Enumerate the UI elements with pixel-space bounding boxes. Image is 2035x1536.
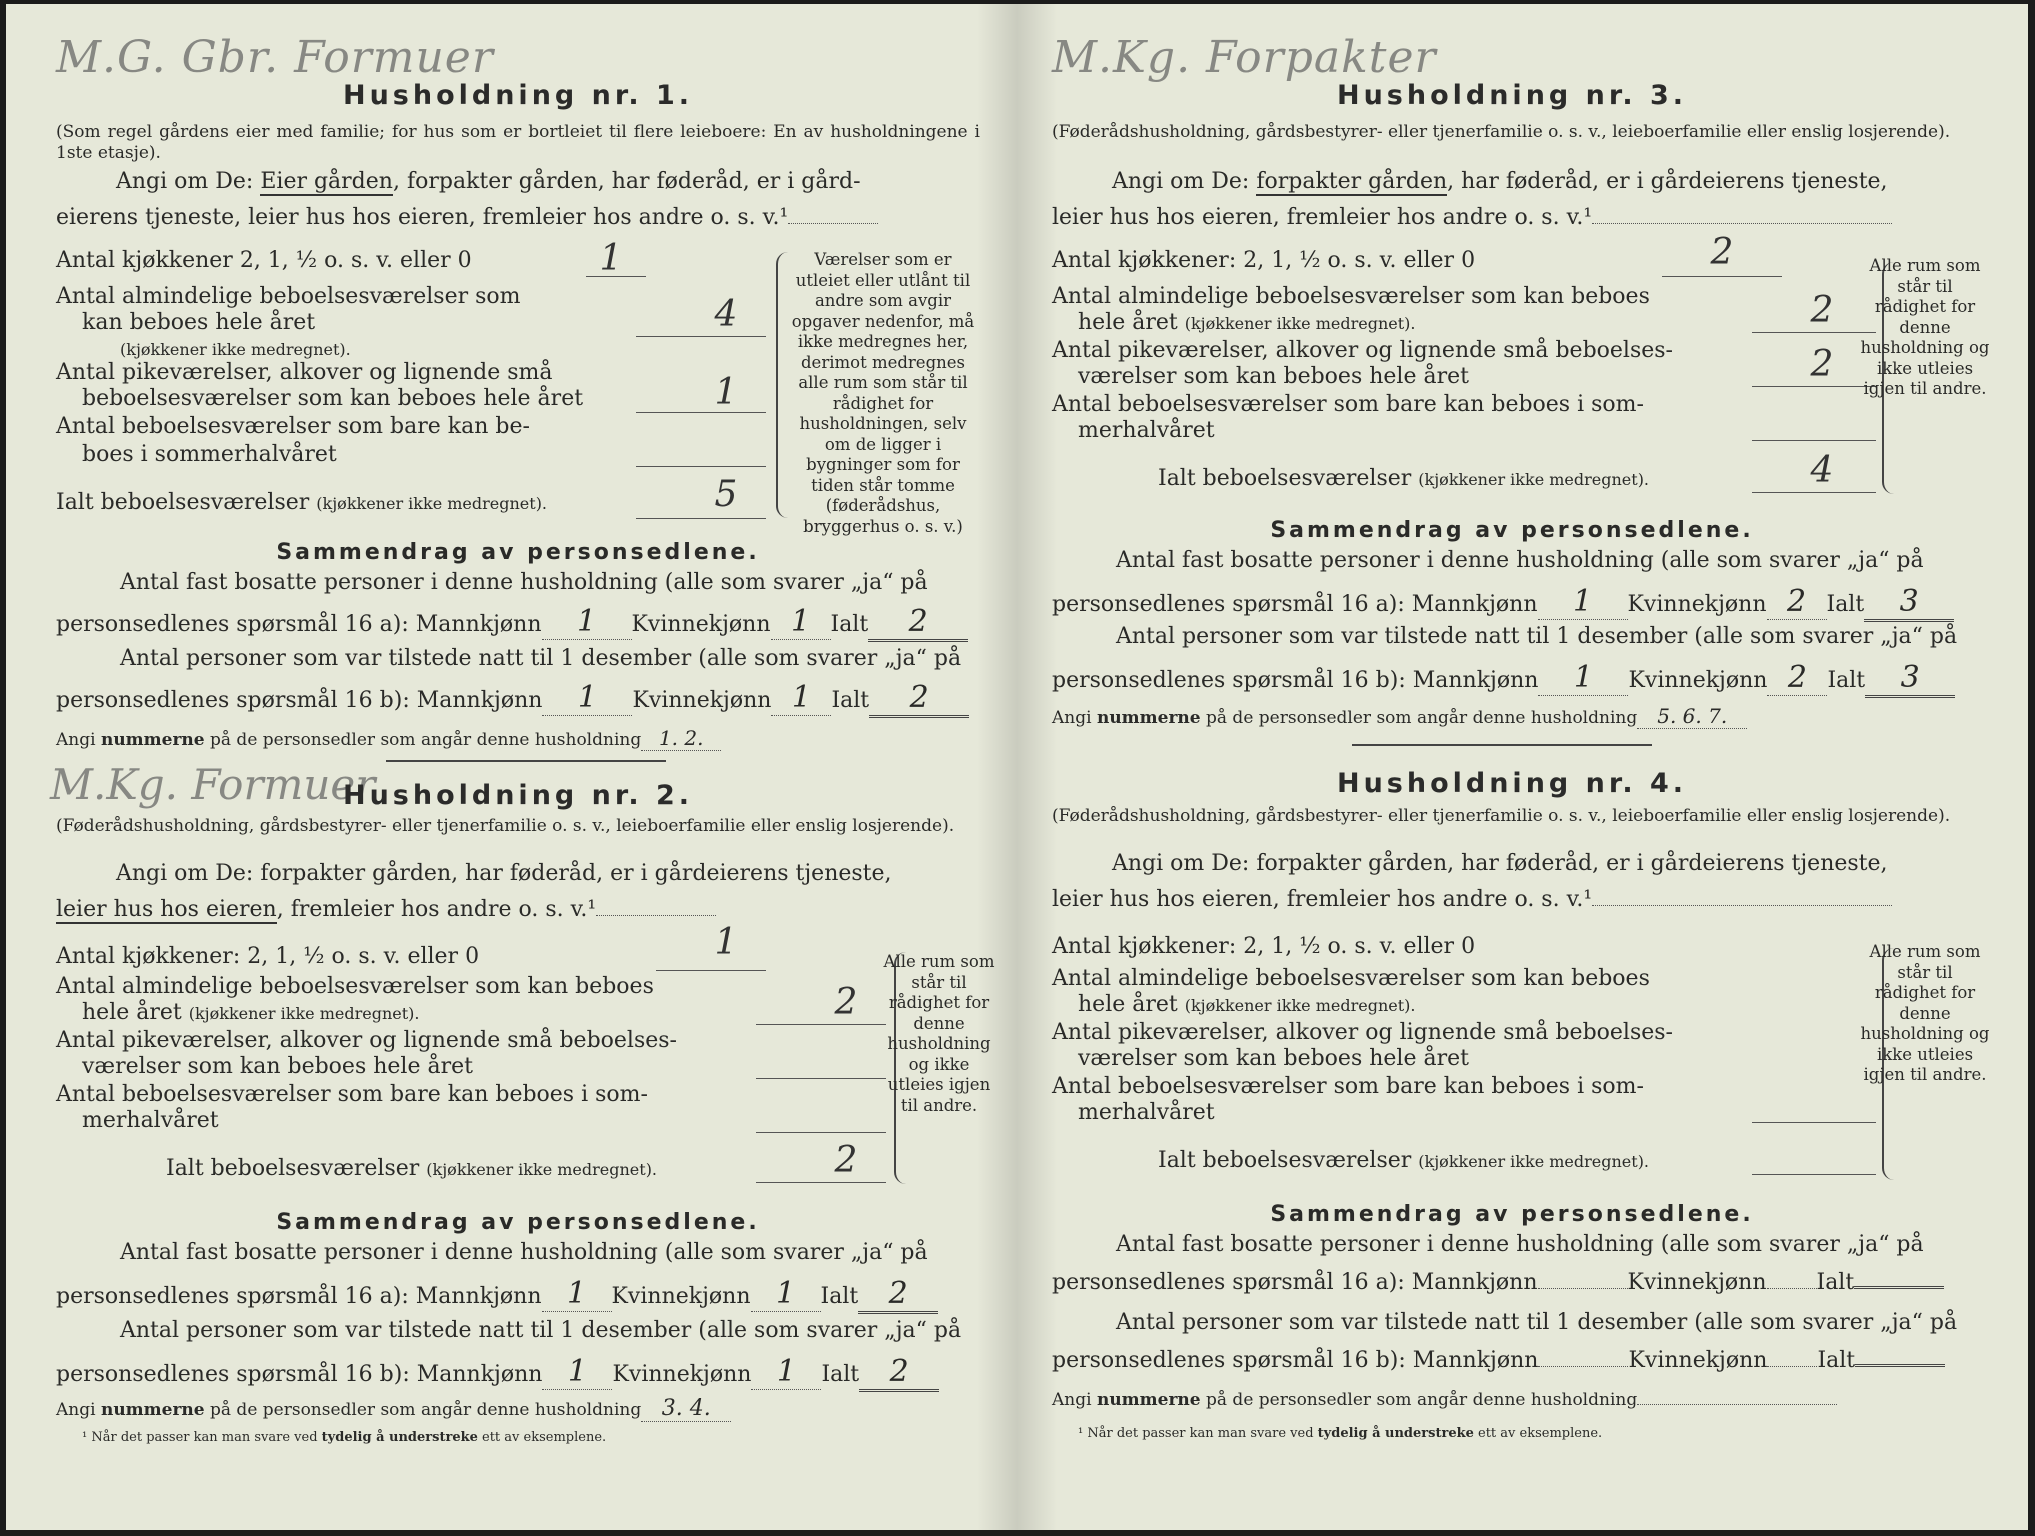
h1-b-male[interactable]: 1: [542, 680, 632, 716]
h1-total-rooms-value[interactable]: 5: [714, 474, 738, 515]
h3-b-male[interactable]: 1: [1538, 660, 1628, 696]
right-page: [1052, 4, 1990, 1530]
right-footnote: ¹ Når det passer kan man svare ved tydelig å understreke ett av eksemplene.: [1078, 1426, 1603, 1441]
h3-small-rooms-value[interactable]: 2: [1810, 344, 1834, 385]
h1-a-total[interactable]: 2: [868, 604, 968, 642]
h2-small-rooms-label-2: værelser som kan beboes hele året: [82, 1054, 473, 1079]
h2-total-rooms-value[interactable]: 2: [834, 1140, 858, 1181]
h1-numbers-line: Angi nummerne på de personsedler som angår denne husholdning 1. 2.: [56, 726, 980, 751]
household-1-status: Angi om De: Eier gården, forpakter gården, har føderåd, er i gård- eierens tjeneste, leier hus hos eieren, fremleier hos andre o. s. v.¹: [56, 164, 980, 236]
h1-small-rooms-label-2: beboelsesværelser som kan beboes hele året: [82, 386, 584, 411]
h1-summary-title: Sammendrag av personsedlene.: [276, 540, 760, 565]
h3-summary-b-text: Antal personer som var tilstede natt til 1 desember (alle som svarer „ja“ på: [1116, 624, 1958, 649]
h2-total-rooms-label: Ialt beboelsesværelser (kjøkkener ikke medregnet).: [166, 1156, 658, 1181]
h3-summary-a-text: Antal fast bosatte personer i denne husholdning (alle som svarer „ja“ på: [1116, 548, 1924, 573]
h3-numbers-line: Angi nummerne på de personsedler som angår denne husholdning 5. 6. 7.: [1052, 704, 1972, 729]
h4-summary-b: personsedlenes spørsmål 16 b): Mannkjønn Kvinnekjønn Ialt: [1052, 1348, 1972, 1373]
h4-small-rooms-label-2: værelser som kan beboes hele året: [1078, 1046, 1469, 1071]
census-sheet: [6, 4, 2028, 1530]
h3-summary-b: personsedlenes spørsmål 16 b): Mannkjønn 1 Kvinnekjønn 2 Ialt 3: [1052, 660, 1972, 698]
h1-b-female[interactable]: 1: [771, 680, 831, 716]
h3-common-rooms-label-2: hele året (kjøkkener ikke medregnet).: [1078, 310, 1416, 335]
household-1-title: Husholdning nr. 1.: [342, 80, 694, 111]
household-3-note: (Føderådshusholdning, gårdsbestyrer- eller tjenerfamilie o. s. v., leieboerfamilie eller enslig losjerende).: [1052, 122, 1951, 142]
h1-summary-b: personsedlenes spørsmål 16 b): Mannkjønn 1 Kvinnekjønn 1 Ialt 2: [56, 680, 980, 718]
h1-small-rooms-value[interactable]: 1: [714, 372, 738, 413]
h2-b-total[interactable]: 2: [859, 1354, 939, 1392]
h1-summary-a: personsedlenes spørsmål 16 a): Mannkjønn 1 Kvinnekjønn 1 Ialt 2: [56, 604, 980, 642]
h4-numbers-line: Angi nummerne på de personsedler som angår denne husholdning: [1052, 1390, 1972, 1410]
household-2-note: (Føderådshusholdning, gårdsbestyrer- eller tjenerfamilie o. s. v., leieboerfamilie eller enslig losjerende).: [56, 816, 955, 836]
household-1-note: (Som regel gårdens eier med familie; for hus som er bortleiet til flere leieboere: En av husholdningene i 1ste etasje).: [56, 122, 980, 163]
h1-summer-rooms-label: Antal beboelsesværelser som bare kan be-: [56, 414, 530, 439]
h3-summer-rooms-label-2: merhalvåret: [1078, 418, 1215, 443]
h1-common-rooms-note: (kjøkkener ikke medregnet).: [120, 340, 351, 359]
h1-b-total[interactable]: 2: [869, 680, 969, 718]
h2-summary-b-text: Antal personer som var tilstede natt til 1 desember (alle som svarer „ja“ på: [120, 1318, 962, 1343]
h2-kitchens-label: Antal kjøkkener: 2, 1, ½ o. s. v. eller 0: [56, 944, 480, 969]
top-annotation-right: M.Kg. Forpakter: [1052, 32, 1437, 83]
h2-summary-b: personsedlenes spørsmål 16 b): Mannkjønn 1 Kvinnekjønn 1 Ialt 2: [56, 1354, 980, 1392]
h3-a-female[interactable]: 2: [1767, 584, 1827, 620]
h3-a-male[interactable]: 1: [1538, 584, 1628, 620]
h1-a-male[interactable]: 1: [542, 604, 632, 640]
h2-small-rooms-label: Antal pikeværelser, alkover og lignende små beboelses-: [56, 1028, 677, 1053]
household-4-status: Angi om De: forpakter gården, har føderåd, er i gårdeierens tjeneste, leier hus hos eieren, fremleier hos andre o. s. v.¹: [1052, 846, 1972, 918]
h2-common-rooms-label-2: hele året (kjøkkener ikke medregnet).: [82, 1000, 420, 1025]
h3-total-rooms-value[interactable]: 4: [1810, 450, 1834, 491]
h4-kitchens-label: Antal kjøkkener: 2, 1, ½ o. s. v. eller 0: [1052, 934, 1476, 959]
h3-summary-title: Sammendrag av personsedlene.: [1270, 518, 1754, 543]
h3-b-female[interactable]: 2: [1767, 660, 1827, 696]
h1-common-rooms-value[interactable]: 4: [714, 294, 738, 335]
h3-common-rooms-label: Antal almindelige beboelsesværelser som kan beboes: [1052, 284, 1650, 309]
h1-numbers-value[interactable]: 1. 2.: [641, 726, 721, 751]
top-annotation-left: M.G. Gbr. Formuer: [56, 32, 494, 83]
h3-small-rooms-label-2: værelser som kan beboes hele året: [1078, 364, 1469, 389]
left-page: [50, 4, 995, 1530]
h4-summary-a: personsedlenes spørsmål 16 a): Mannkjønn Kvinnekjønn Ialt: [1052, 1270, 1972, 1295]
household-2-title: Husholdning nr. 2.: [342, 780, 694, 811]
h4-sidenote: Alle rum som står til rådighet for denne husholdning og ikke utleies igjen til andre.: [1860, 942, 1990, 1084]
h2-numbers-value[interactable]: 3. 4.: [641, 1396, 731, 1422]
h1-a-female[interactable]: 1: [771, 604, 831, 640]
h4-a-male[interactable]: [1538, 1288, 1628, 1289]
h4-small-rooms-label: Antal pikeværelser, alkover og lignende små beboelses-: [1052, 1020, 1673, 1045]
h3-summary-a: personsedlenes spørsmål 16 a): Mannkjønn 1 Kvinnekjønn 2 Ialt 3: [1052, 584, 1972, 622]
h1-sidenote: Værelser som er utleiet eller utlånt til andre som avgir opgaver nedenfor, må ikke medregnes her, derimot medregnes alle rum som står til rådighet for husholdningen, selv om de ligger i bygninger som for tiden står tomme (føderådshus, bryggerhus o. s. v.): [791, 250, 975, 536]
household-3-status: Angi om De: forpakter gården, har føderåd, er i gårdeierens tjeneste, leier hus hos eieren, fremleier hos andre o. s. v.¹: [1052, 164, 1972, 236]
household-3-title: Husholdning nr. 3.: [1336, 80, 1688, 111]
mid-annotation-left: M.Kg. Formuer: [50, 760, 376, 809]
household-4-title: Husholdning nr. 4.: [1336, 768, 1688, 799]
h1-common-rooms-label: Antal almindelige beboelsesværelser som: [56, 284, 521, 309]
h4-common-rooms-label-2: hele året (kjøkkener ikke medregnet).: [1078, 992, 1416, 1017]
h3-numbers-value[interactable]: 5. 6. 7.: [1637, 704, 1747, 729]
h4-total-rooms-label: Ialt beboelsesværelser (kjøkkener ikke medregnet).: [1158, 1148, 1650, 1173]
h1-summer-rooms-label-2: boes i sommerhalvåret: [82, 442, 337, 467]
left-footnote: ¹ Når det passer kan man svare ved tydelig å understreke ett av eksemplene.: [82, 1430, 607, 1445]
h3-small-rooms-label: Antal pikeværelser, alkover og lignende små beboelses-: [1052, 338, 1673, 363]
h4-a-total[interactable]: [1854, 1286, 1944, 1289]
h1-total-rooms-label: Ialt beboelsesværelser (kjøkkener ikke medregnet).: [56, 490, 548, 515]
h3-total-rooms-label: Ialt beboelsesværelser (kjøkkener ikke medregnet).: [1158, 466, 1650, 491]
h3-summer-rooms-label: Antal beboelsesværelser som bare kan beboes i som-: [1052, 392, 1644, 417]
h1-common-rooms-label-2: kan beboes hele året: [82, 310, 316, 335]
h1-small-rooms-label: Antal pikeværelser, alkover og lignende små: [56, 360, 553, 385]
h3-a-total[interactable]: 3: [1864, 584, 1954, 622]
h2-common-rooms-value[interactable]: 2: [834, 982, 858, 1023]
h2-a-male[interactable]: 1: [542, 1276, 612, 1312]
h1-kitchens-label: Antal kjøkkener 2, 1, ½ o. s. v. eller 0: [56, 248, 472, 273]
h2-summer-rooms-label: Antal beboelsesværelser som bare kan beboes i som-: [56, 1082, 648, 1107]
h4-summary-title: Sammendrag av personsedlene.: [1270, 1202, 1754, 1227]
h4-b-male[interactable]: [1538, 1366, 1628, 1367]
h1-kitchens-value[interactable]: 1: [599, 238, 623, 279]
h4-summary-b-text: Antal personer som var tilstede natt til 1 desember (alle som svarer „ja“ på: [1116, 1310, 1958, 1335]
h1-summary-b-text: Antal personer som var tilstede natt til 1 desember (alle som svarer „ja“ på: [120, 646, 962, 671]
h4-b-total[interactable]: [1855, 1364, 1945, 1367]
h2-a-total[interactable]: 2: [858, 1276, 938, 1314]
h2-summary-a: personsedlenes spørsmål 16 a): Mannkjønn 1 Kvinnekjønn 1 Ialt 2: [56, 1276, 980, 1314]
h2-numbers-line: Angi nummerne på de personsedler som angår denne husholdning 3. 4.: [56, 1396, 980, 1422]
status-underlined[interactable]: Eier gården: [260, 169, 393, 194]
h2-summary-a-text: Antal fast bosatte personer i denne husholdning (alle som svarer „ja“ på: [120, 1240, 928, 1265]
h4-summer-rooms-label: Antal beboelsesværelser som bare kan beboes i som-: [1052, 1074, 1644, 1099]
h4-a-female[interactable]: [1767, 1288, 1817, 1289]
h3-b-total[interactable]: 3: [1865, 660, 1955, 698]
h2-b-male[interactable]: 1: [542, 1354, 612, 1390]
h2-b-female[interactable]: 1: [751, 1354, 821, 1390]
h2-sidenote: Alle rum som står til rådighet for denne husholdning og ikke utleies igjen til andre.: [883, 952, 995, 1115]
h4-summary-a-text: Antal fast bosatte personer i denne husholdning (alle som svarer „ja“ på: [1116, 1232, 1924, 1257]
h2-summer-rooms-label-2: merhalvåret: [82, 1108, 219, 1133]
household-2-status: Angi om De: forpakter gården, har føderåd, er i gårdeierens tjeneste, leier hus hos eieren, fremleier hos andre o. s. v.¹: [56, 861, 892, 922]
status-underlined[interactable]: forpakter gården: [1256, 169, 1448, 194]
household-4-note: (Føderådshusholdning, gårdsbestyrer- eller tjenerfamilie o. s. v., leieboerfamilie eller enslig losjerende).: [1052, 806, 1951, 826]
status-underlined[interactable]: leier hus hos eieren: [56, 897, 277, 922]
h3-sidenote: Alle rum som står til rådighet for denne husholdning og ikke utleies igjen til andre.: [1860, 256, 1990, 398]
h3-common-rooms-value[interactable]: 2: [1810, 290, 1834, 331]
h3-kitchens-label: Antal kjøkkener: 2, 1, ½ o. s. v. eller 0: [1052, 248, 1476, 273]
h4-summer-rooms-label-2: merhalvåret: [1078, 1100, 1215, 1125]
h2-common-rooms-label: Antal almindelige beboelsesværelser som kan beboes: [56, 974, 654, 999]
h4-common-rooms-label: Antal almindelige beboelsesværelser som kan beboes: [1052, 966, 1650, 991]
h2-kitchens-value[interactable]: 1: [714, 922, 738, 963]
h1-summary-a-text: Antal fast bosatte personer i denne husholdning (alle som svarer „ja“ på: [120, 570, 928, 595]
h3-kitchens-value[interactable]: 2: [1710, 232, 1734, 273]
h4-numbers-value[interactable]: [1637, 1404, 1837, 1405]
h4-b-female[interactable]: [1767, 1366, 1817, 1367]
h2-summary-title: Sammendrag av personsedlene.: [276, 1210, 760, 1235]
h2-a-female[interactable]: 1: [751, 1276, 821, 1312]
